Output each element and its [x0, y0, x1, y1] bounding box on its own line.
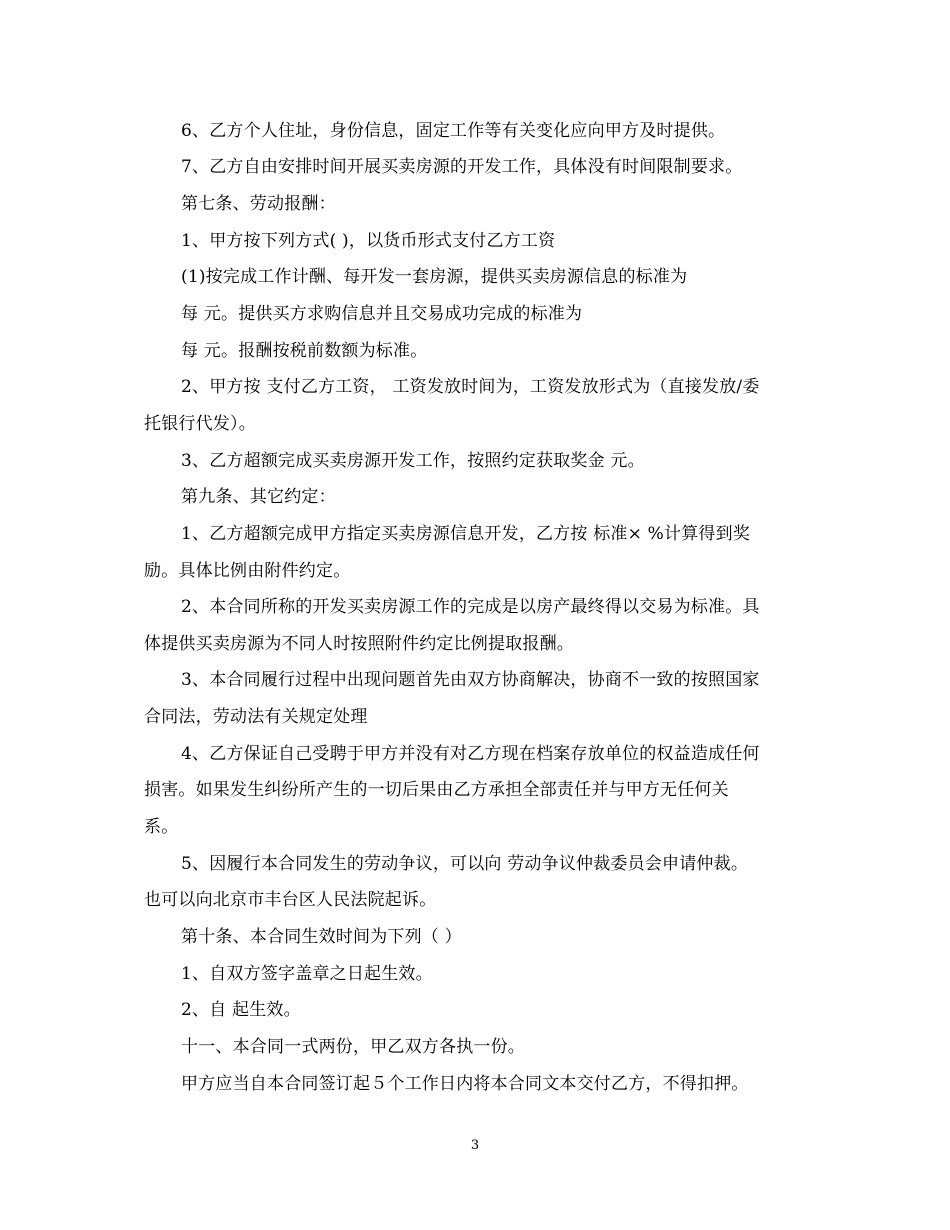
- body-line: 甲方应当自本合同签订起５个工作日内将本合同文本交付乙方，不得扣押。: [181, 1074, 749, 1094]
- section-heading: 第九条、其它约定：: [181, 487, 336, 507]
- body-line: 2、甲方按 支付乙方工资， 工资发放时间为，工资发放形式为（直接发放/委: [181, 377, 760, 397]
- body-line: 7、乙方自由安排时间开展买卖房源的开发工作，具体没有时间限制要求。: [181, 157, 743, 177]
- body-line: 励。具体比例由附件约定。: [144, 561, 351, 581]
- body-line: 体提供买卖房源为不同人时按照附件约定比例提取报酬。: [144, 634, 574, 654]
- body-line: 4、乙方保证自己受聘于甲方并没有对乙方现在档案存放单位的权益造成任何: [181, 744, 760, 764]
- body-line: 1、乙方超额完成甲方指定买卖房源信息开发，乙方按 标准× %计算得到奖: [181, 524, 751, 544]
- body-line: 每 元。报酬按税前数额为标准。: [181, 341, 428, 361]
- body-line: 系。: [144, 817, 179, 837]
- section-heading: 十一、本合同一式两份，甲乙双方各执一份。: [181, 1037, 525, 1057]
- body-line: 也可以向北京市丰台区人民法院起诉。: [144, 890, 437, 910]
- section-heading: 第十条、本合同生效时间为下列（ ）: [181, 927, 462, 947]
- body-line: 5、因履行本合同发生的劳动争议，可以向 劳动争议仲裁委员会申请仲裁。: [181, 854, 749, 874]
- body-line: 损害。如果发生纠纷所产生的一切后果由乙方承担全部责任并与甲方无任何关: [144, 780, 729, 800]
- body-line: (1)按完成工作计酬、每开发一套房源，提供买卖房源信息的标准为: [181, 267, 688, 287]
- body-line: 2、自 起生效。: [181, 1000, 301, 1020]
- body-line: 3、本合同履行过程中出现问题首先由双方协商解决，协商不一致的按照国家: [181, 670, 760, 690]
- body-line: 6、乙方个人住址，身份信息，固定工作等有关变化应向甲方及时提供。: [181, 121, 726, 141]
- body-line: 1、甲方按下列方式( )，以货币形式支付乙方工资: [181, 231, 556, 251]
- body-line: 托银行代发）。: [144, 414, 256, 434]
- body-line: 1、自双方签字盖章之日起生效。: [181, 964, 433, 984]
- body-line: 每 元。提供买方求购信息并且交易成功完成的标准为: [181, 304, 583, 324]
- body-line: 2、本合同所称的开发买卖房源工作的完成是以房产最终得以交易为标准。具: [181, 597, 760, 617]
- body-line: 3、乙方超额完成买卖房源开发工作，按照约定获取奖金 元。: [181, 451, 645, 471]
- page-number: 3: [470, 1138, 480, 1153]
- body-line: 合同法，劳动法有关规定处理: [144, 707, 368, 727]
- section-heading: 第七条、劳动报酬：: [181, 194, 336, 214]
